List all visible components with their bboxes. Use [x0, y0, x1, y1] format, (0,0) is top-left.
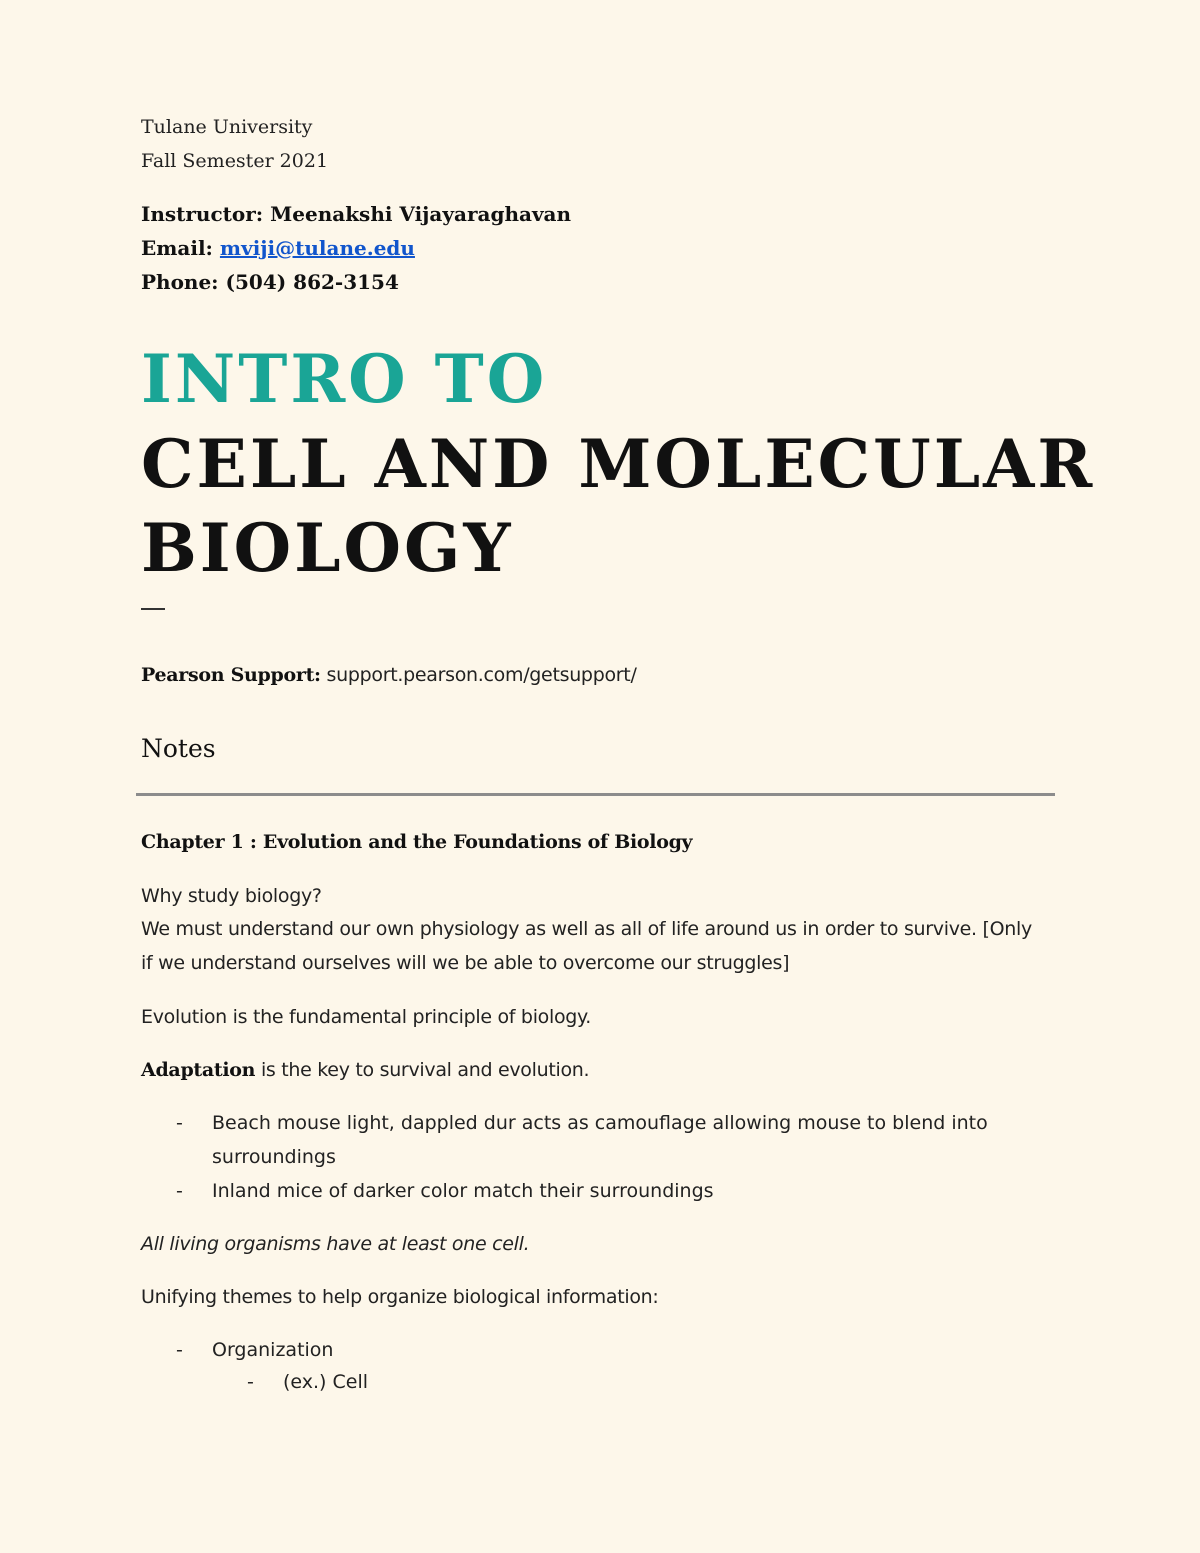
title-line-3: BIOLOGY — [141, 509, 514, 587]
instructor-line: Instructor: Meenakshi Vijayaraghavan — [141, 202, 572, 226]
why-answer-line-2: if we understand ourselves will we be able to overcome our struggles] — [141, 952, 790, 974]
adaptation-term: Adaptation — [141, 1059, 256, 1081]
bullet-beach-mouse-line-2: surroundings — [212, 1146, 336, 1168]
evolution-statement: Evolution is the fundamental principle of biology. — [141, 1006, 592, 1028]
why-question: Why study biology? — [141, 885, 322, 907]
email-line — [141, 236, 415, 260]
chapter-heading: Chapter 1 : Evolution and the Foundations of Biology — [141, 831, 693, 853]
notes-heading: Notes — [141, 734, 216, 763]
support-line — [141, 664, 637, 686]
title-line-1: INTRO TO — [141, 340, 548, 418]
support-label: Pearson Support: — [141, 664, 321, 686]
theme-subitem-cell: (ex.) Cell — [283, 1371, 369, 1393]
themes-intro: Unifying themes to help organize biological information: — [141, 1286, 659, 1308]
adaptation-statement — [141, 1059, 589, 1081]
sub-bullet-dash: - — [247, 1371, 254, 1393]
title-dash-divider — [141, 608, 165, 610]
semester: Fall Semester 2021 — [141, 150, 329, 172]
adaptation-rest: is the key to survival and evolution. — [255, 1059, 590, 1081]
bullet-inland-mice: Inland mice of darker color match their surroundings — [212, 1180, 714, 1202]
email-link[interactable]: mviji@tulane.edu — [219, 236, 415, 260]
theme-organization: Organization — [212, 1339, 334, 1361]
bullet-beach-mouse-line-1: Beach mouse light, dappled dur acts as camouflage allowing mouse to blend into — [212, 1112, 988, 1134]
email-label: Email: — [141, 236, 213, 260]
university-name: Tulane University — [141, 116, 313, 138]
bullet-dash: - — [176, 1180, 183, 1202]
phone-line: Phone: (504) 862-3154 — [141, 270, 399, 294]
cells-statement: All living organisms have at least one cell. — [141, 1233, 530, 1255]
support-url: support.pearson.com/getsupport/ — [326, 664, 637, 686]
bullet-dash: - — [176, 1112, 183, 1134]
horizontal-rule — [136, 793, 1055, 796]
title-line-2: CELL AND MOLECULAR — [141, 425, 1096, 503]
why-answer-line-1: We must understand our own physiology as well as all of life around us in order to survive. [Only — [141, 918, 1032, 940]
bullet-dash: - — [176, 1339, 183, 1361]
